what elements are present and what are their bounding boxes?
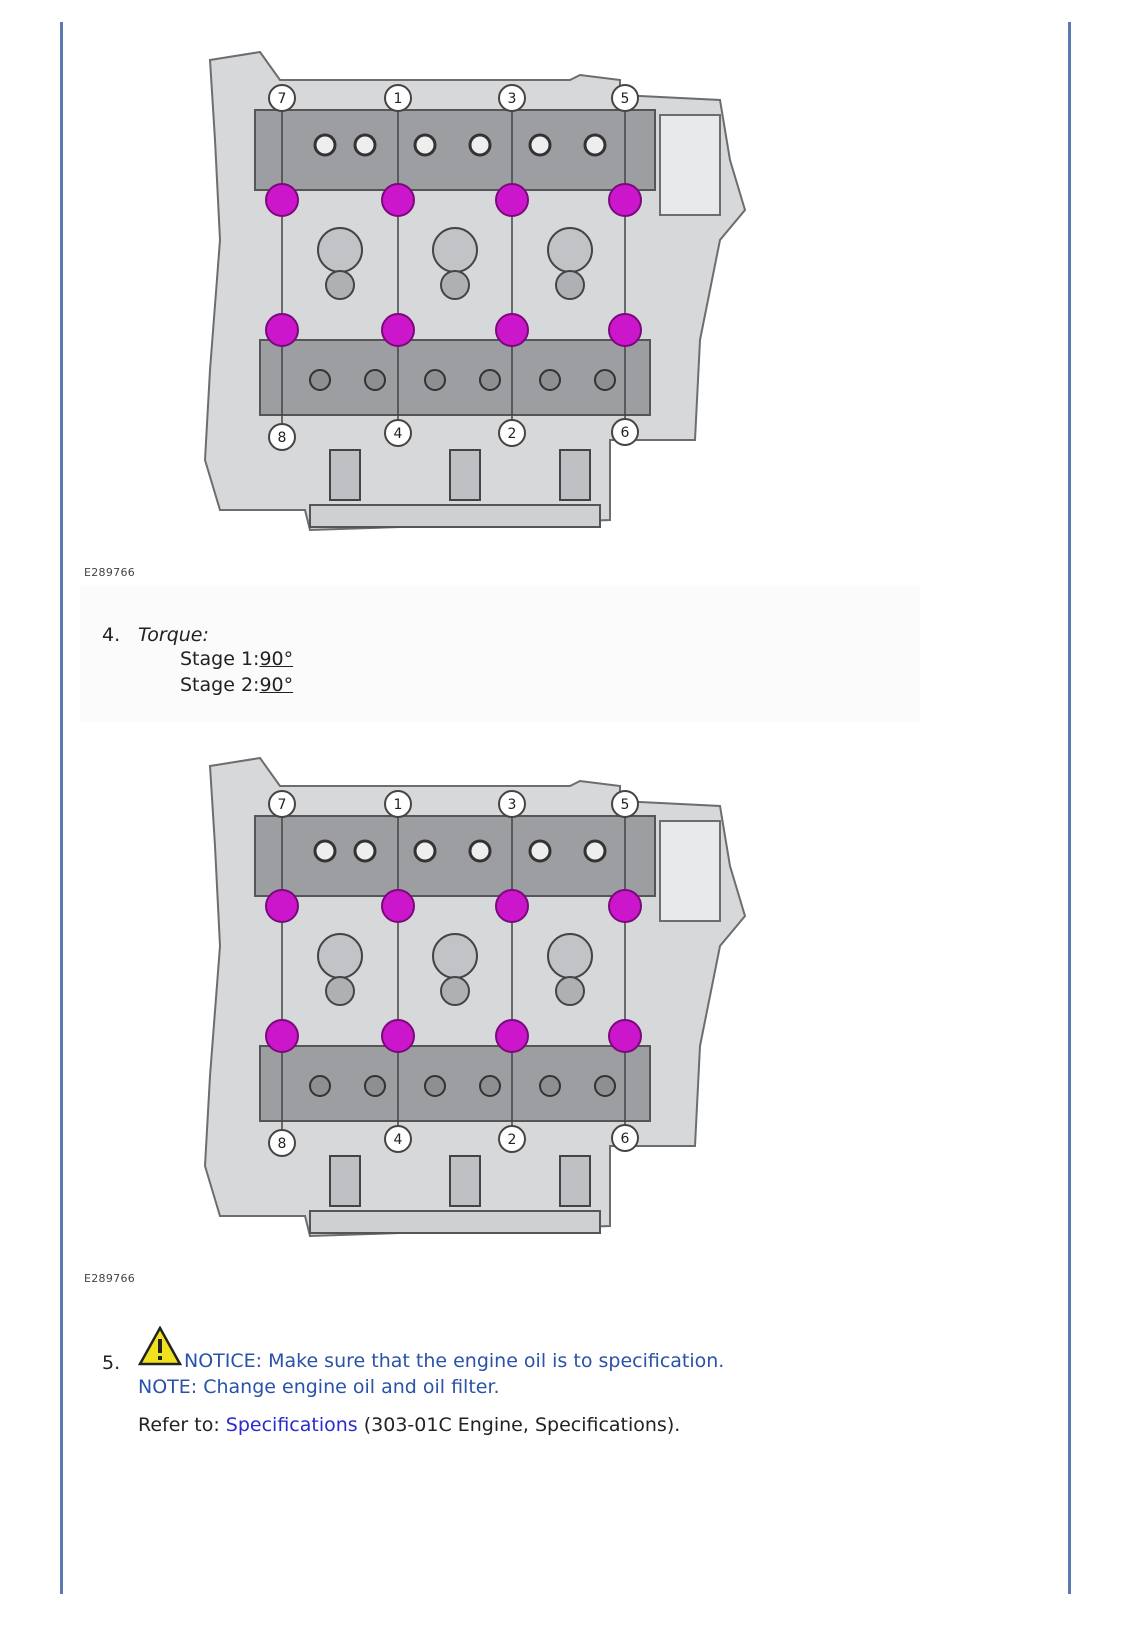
stage-1-spec: [180, 648, 293, 670]
stage-1-value: 90°: [259, 648, 294, 670]
right-margin-rule: [1068, 22, 1071, 1594]
callout-label: 1: [393, 797, 403, 813]
callout-label: 1: [393, 91, 403, 107]
bolt-marker: [382, 1020, 414, 1052]
figure-id: E289766: [84, 1272, 136, 1285]
bolt-marker: [496, 314, 528, 346]
cylinder-head-bolt-diagram: [200, 746, 780, 1256]
stage-2-value: 90°: [259, 674, 294, 696]
bolt-marker: [496, 1020, 528, 1052]
stage-1-prefix: Stage 1:: [180, 648, 260, 670]
note-text: NOTE: Change engine oil and oil filter.: [138, 1376, 500, 1398]
callout-label: 5: [620, 797, 630, 813]
callout-label: 4: [393, 426, 403, 442]
cylinder-head-illustration: [200, 40, 780, 550]
bolt-marker: [382, 314, 414, 346]
callout-label: 7: [277, 91, 287, 107]
refer-suffix: (303-01C Engine, Specifications).: [363, 1414, 681, 1436]
stage-2-prefix: Stage 2:: [180, 674, 260, 696]
bolt-marker: [496, 890, 528, 922]
callout-label: 2: [507, 426, 517, 442]
step-number: 5.: [102, 1352, 121, 1374]
callout-label: 6: [620, 1131, 630, 1147]
bolt-marker: [496, 184, 528, 216]
callout-label: 7: [277, 797, 287, 813]
callout-label: 8: [277, 430, 287, 446]
callout-label: 5: [620, 91, 630, 107]
stage-2-spec: [180, 674, 293, 696]
cylinder-head-bolt-diagram: [200, 40, 780, 550]
cylinder-head-illustration: [200, 746, 780, 1256]
bolt-marker: [609, 1020, 641, 1052]
notice-text: NOTICE: Make sure that the engine oil is to specification.: [184, 1350, 725, 1372]
bolt-marker: [266, 314, 298, 346]
callout-label: 3: [507, 91, 517, 107]
left-margin-rule: [60, 22, 63, 1594]
refer-prefix: Refer to:: [138, 1414, 220, 1436]
bolt-marker: [609, 890, 641, 922]
callout-label: 2: [507, 1132, 517, 1148]
callout-label: 6: [620, 425, 630, 441]
refer-line: [138, 1414, 680, 1436]
specifications-link[interactable]: Specifications: [225, 1414, 358, 1436]
figure-id: E289766: [84, 566, 136, 579]
bolt-marker: [266, 184, 298, 216]
warning-triangle-icon: [138, 1326, 182, 1366]
bolt-marker: [382, 890, 414, 922]
callout-label: 8: [277, 1136, 287, 1152]
bolt-marker: [609, 184, 641, 216]
bolt-marker: [382, 184, 414, 216]
torque-label: Torque:: [138, 624, 209, 646]
bolt-marker: [609, 314, 641, 346]
callout-label: 3: [507, 797, 517, 813]
bolt-marker: [266, 890, 298, 922]
bolt-marker: [266, 1020, 298, 1052]
callout-label: 4: [393, 1132, 403, 1148]
step-number: 4.: [102, 624, 121, 646]
